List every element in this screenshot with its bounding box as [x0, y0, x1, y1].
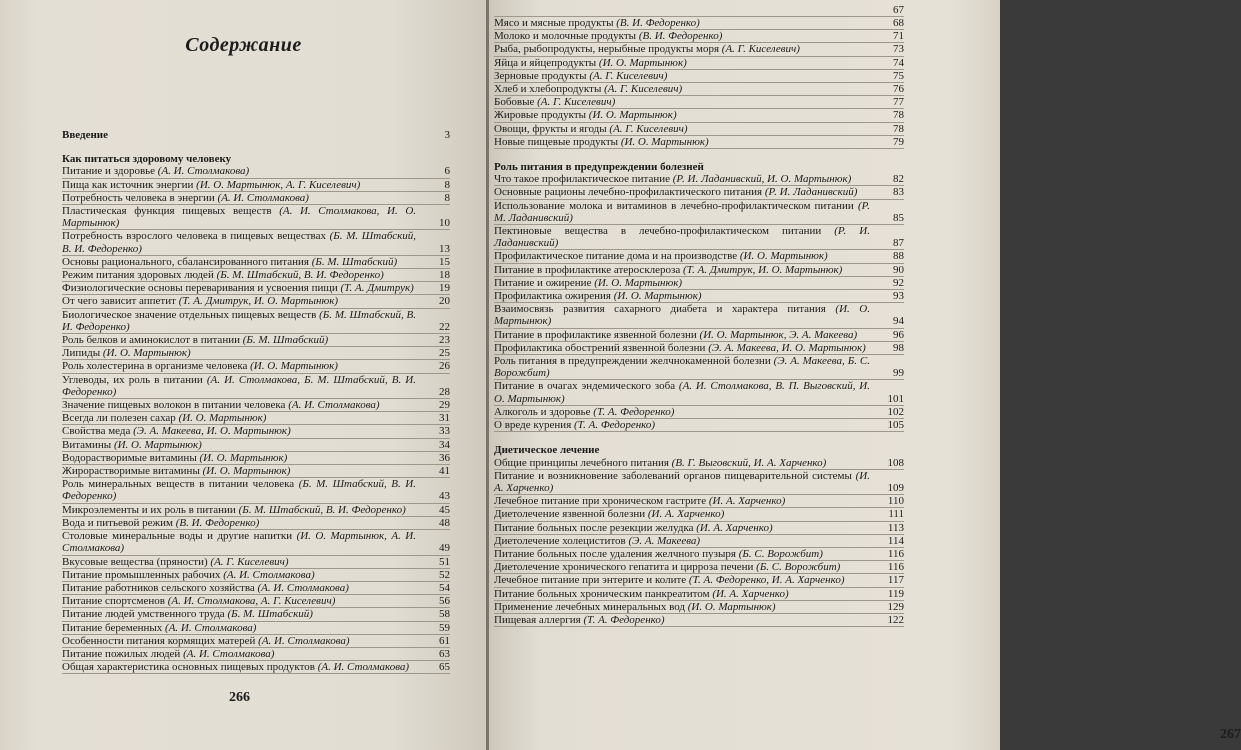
- section-heading-text: Введение: [62, 129, 109, 141]
- entry-author: (Э. А. Макеева, И. О. Мартынюк): [708, 341, 866, 354]
- toc-entry: [62, 309, 450, 334]
- entry-title: Питание людей умственного труда: [62, 608, 225, 621]
- entry-author: (И. О. Мартынюк): [598, 56, 687, 69]
- entry-title: Питание беременных: [62, 621, 163, 634]
- entry-page-number: 34: [439, 438, 450, 451]
- entry-author: (И. О. Мартынюк): [178, 412, 267, 425]
- entry-title: Витамины: [62, 438, 112, 451]
- entry-title: Общая характеристика основных пищевых продуктов: [62, 661, 315, 674]
- right-toc: [494, 3, 904, 627]
- entry-page-number: 75: [893, 69, 904, 82]
- toc-entry: [494, 43, 904, 56]
- entry-author: (Т. А. Дмитрук, И. О. Мартынюк): [178, 295, 339, 308]
- entry-author: (И. О. Мартынюк): [620, 135, 709, 148]
- page-number-left: 266: [229, 690, 250, 705]
- entry-author: (Б. М. Штабский): [311, 255, 398, 268]
- toc-entry: [494, 329, 904, 342]
- entry-page-number: 52: [439, 568, 450, 581]
- entry-title: Режим питания здоровых людей: [62, 269, 214, 282]
- entry-title: От чего зависит аппетит: [62, 295, 176, 308]
- entry-page-number: 10: [439, 217, 450, 230]
- toc-entry: [62, 192, 450, 205]
- entry-title: Лечебное питание при хроническом гастрите: [494, 495, 707, 508]
- toc-entry: [494, 535, 904, 548]
- section-gap: [62, 141, 450, 153]
- entry-title: Пищевая аллергия: [494, 613, 581, 626]
- entry-title: Питание спортсменов: [62, 595, 165, 608]
- toc-entry: [494, 495, 904, 508]
- entry-author: (А. Г. Киселевич): [589, 69, 668, 82]
- toc-entry: [494, 264, 904, 277]
- entry-title: Взаимосвязь развития сахарного диабета и характера питания: [494, 303, 826, 316]
- entry-author: (А. И. Столмакова): [165, 621, 257, 634]
- toc-entry: [62, 165, 450, 178]
- entry-title: Молоко и молочные продукты: [494, 30, 637, 43]
- toc-entry: [62, 334, 450, 347]
- entry-author: (И. О. Мартынюк): [199, 451, 288, 464]
- toc-entry: [494, 277, 904, 290]
- entry-author: (И. А. Харченко): [494, 469, 870, 494]
- entry-title: Потребность взрослого человека в пищевых веществах: [62, 230, 326, 243]
- entry-page-number: 78: [893, 122, 904, 135]
- entry-page-number: 63: [439, 647, 450, 660]
- entry-title: Алкоголь и здоровье: [494, 405, 591, 418]
- toc-entry: [62, 282, 450, 295]
- entry-title: Питание промышленных рабочих: [62, 568, 221, 581]
- toc-entry: [494, 250, 904, 263]
- entry-author: (И. А. Харченко): [647, 508, 725, 521]
- entry-page-number: 31: [439, 412, 450, 425]
- entry-author: (И. О. Мартынюк, Э. А. Макеева): [699, 328, 858, 341]
- entry-title: Микроэлементы и их роль в питании: [62, 503, 236, 516]
- toc-entry: [62, 230, 450, 255]
- toc-entry: [494, 200, 904, 225]
- entry-author: (Р. М. Ладанивский): [494, 199, 870, 224]
- entry-page-number: 101: [887, 392, 904, 405]
- entry-author: (А. Г. Киселевич): [210, 555, 289, 568]
- entry-page-number: 90: [893, 263, 904, 276]
- toc-entry: [494, 470, 904, 495]
- entry-author: (А. И. Столмакова): [157, 165, 250, 178]
- entry-title: Водорастворимые витамины: [62, 451, 197, 464]
- toc-entry: [62, 347, 450, 360]
- entry-author: (И. О. Мартынюк, А. И. Столмакова): [62, 530, 416, 555]
- entry-title: Пектиновые вещества в лечебно-профилактическом питании: [494, 225, 822, 238]
- entry-author: (В. И. Федоренко): [616, 17, 700, 29]
- entry-author: (Э. А. Макеева): [628, 534, 701, 547]
- toc-entry: [62, 530, 450, 555]
- entry-page-number: 98: [893, 341, 904, 354]
- entry-author: (И. О. Мартынюк): [687, 600, 776, 613]
- section-heading-text: Роль питания в предупреждении болезней: [494, 161, 704, 174]
- entry-author: (Р. И. Ладанивский): [764, 186, 858, 199]
- toc-entry: [494, 614, 904, 627]
- toc-entry: [494, 186, 904, 199]
- entry-author: (Б. М. Штабский, В. И. Федоренко): [62, 230, 416, 255]
- entry-page-number: 18: [439, 269, 450, 282]
- entry-page-number: 20: [439, 295, 450, 308]
- toc-entry: [62, 504, 450, 517]
- toc-entry: [62, 661, 450, 674]
- toc-entry: [62, 256, 450, 269]
- entry-author: (Б. М. Штабский, В. И. Федоренко): [216, 269, 384, 282]
- entry-title: Питание пожилых людей: [62, 647, 181, 660]
- entry-author: (Т. А. Федоренко): [574, 419, 656, 432]
- entry-page-number: 77: [893, 96, 904, 109]
- toc-entry: [494, 588, 904, 601]
- entry-page-number: 15: [439, 255, 450, 268]
- entry-author: (В. Г. Выговский, И. А. Харченко): [671, 456, 827, 469]
- toc-entry: [494, 561, 904, 574]
- entry-author: (Б. М. Штабский): [227, 608, 313, 621]
- entry-page-number: 83: [893, 186, 904, 199]
- page-number-right: 267: [1220, 727, 1241, 742]
- entry-title: Роль минеральных веществ в питании человека: [62, 478, 295, 491]
- entry-page-number: 116: [887, 547, 904, 560]
- entry-author: (Т. А. Дмитрук): [340, 282, 414, 295]
- entry-title: Липиды: [62, 347, 101, 360]
- toc-entry: [494, 123, 904, 136]
- entry-page-number: 74: [893, 56, 904, 69]
- entry-author: (А. Г. Киселевич): [609, 122, 688, 135]
- entry-author: (Т. А. Дмитрук, И. О. Мартынюк): [683, 263, 843, 276]
- section-heading: [62, 129, 450, 141]
- toc-entry: [62, 295, 450, 308]
- toc-entry: [62, 360, 450, 373]
- entry-author: (И. А. Харченко): [712, 587, 789, 600]
- entry-title: Вкусовые вещества (пряности): [62, 555, 208, 568]
- entry-page-number: 113: [887, 521, 904, 534]
- toc-entry: [494, 136, 904, 149]
- entry-author: (Б. С. Ворожбит): [756, 561, 841, 574]
- entry-page-number: 78: [893, 109, 904, 122]
- entry-title: Новые пищевые продукты: [494, 135, 619, 148]
- entry-page-number: 76: [893, 83, 904, 96]
- entry-title: Питание в очагах эндемического зоба: [494, 380, 676, 393]
- entry-author: (И. О. Мартынюк): [739, 250, 828, 263]
- entry-author: (И. О. Мартынюк): [588, 109, 677, 122]
- entry-page-number: 93: [893, 290, 904, 303]
- entry-title: Питание и возникновение заболеваний органов пищеварительной системы: [494, 469, 852, 482]
- entry-title: Вода и питьевой режим: [62, 516, 173, 529]
- toc-entry: [62, 439, 450, 452]
- entry-title: Овощи, фрукты и ягоды: [494, 122, 607, 135]
- section-heading: [494, 444, 904, 456]
- entry-author: (Т. А. Федоренко): [583, 613, 665, 626]
- entry-page-number: 99: [893, 367, 904, 380]
- entry-title: Диетолечение холециститов: [494, 534, 626, 547]
- entry-author: (И. О. Мартынюк): [202, 465, 291, 478]
- entry-author: (Т. А. Федоренко, И. А. Харченко): [688, 574, 845, 587]
- toc-entry: [62, 582, 450, 595]
- toc-entry: [62, 425, 450, 438]
- entry-page-number: 65: [439, 661, 450, 674]
- toc-entry: [62, 569, 450, 582]
- entry-author: (А. И. Столмакова): [183, 647, 275, 660]
- toc-entry: [62, 517, 450, 530]
- entry-author: (А. И. Столмакова): [258, 634, 350, 647]
- entry-author: (А. И. Столмакова, В. П. Выговский, И. О. Мартынюк): [494, 380, 870, 405]
- toc-entry: [494, 173, 904, 186]
- toc-entry: [494, 419, 904, 432]
- entry-title: Профилактическое питание дома и на производстве: [494, 250, 738, 263]
- entry-page-number: 26: [439, 360, 450, 373]
- entry-author: (В. И. Федоренко): [175, 516, 260, 529]
- entry-page-number: 48: [439, 516, 450, 529]
- section-heading-text: Как питаться здоровому человеку: [62, 153, 232, 166]
- entry-page-number: 22: [439, 320, 450, 333]
- toc-entry: [494, 17, 904, 30]
- entry-title: Профилактика ожирения: [494, 290, 611, 303]
- entry-title: Пища как источник энергии: [62, 178, 194, 191]
- entry-author: (А. И. Столмакова, И. О. Мартынюк): [62, 205, 417, 230]
- toc-entry: [494, 522, 904, 535]
- toc-entry: [62, 622, 450, 635]
- entry-title: Использование молока и витаминов в лечебно-профилактическом питании: [494, 199, 854, 212]
- entry-author: (И. О. Мартынюк, А. Г. Киселевич): [196, 178, 361, 191]
- toc-entry: [494, 355, 904, 380]
- entry-title: Свойства меда: [62, 425, 131, 438]
- toc-entry: [62, 205, 450, 230]
- entry-page-number: 105: [887, 419, 904, 432]
- entry-page-number: 58: [439, 608, 450, 621]
- toc-entry: [62, 399, 450, 412]
- entry-page-number: 25: [439, 347, 450, 360]
- entry-page-number: 111: [888, 508, 904, 521]
- entry-page-number: 59: [439, 621, 450, 634]
- entry-author: (И. О. Мартынюк): [113, 438, 202, 451]
- entry-page-number: 114: [887, 534, 904, 547]
- entry-title: Мясо и мясные продукты: [494, 17, 614, 29]
- entry-title: Столовые минеральные воды и другие напитки: [62, 530, 293, 543]
- left-page: [0, 0, 487, 750]
- entry-page-number: 41: [439, 465, 450, 478]
- entry-author: (А. Г. Киселевич): [721, 43, 800, 56]
- left-toc: [62, 129, 450, 674]
- entry-page-number: 119: [887, 587, 904, 600]
- toc-entry: [62, 452, 450, 465]
- entry-page-number: 28: [439, 385, 450, 398]
- entry-page-number: 6: [444, 165, 450, 178]
- entry-title: Жирорастворимые витамины: [62, 465, 200, 478]
- section-gap: [494, 432, 904, 444]
- toc-entry: [494, 601, 904, 614]
- entry-page-number: 49: [439, 542, 450, 555]
- entry-author: (А. И. Столмакова): [317, 661, 410, 674]
- entry-title: Значение пищевых волокон в питании человека: [62, 399, 286, 412]
- toc-entry: [494, 548, 904, 561]
- entry-title: Рыба, рыбопродукты, нерыбные продукты моря: [494, 43, 720, 56]
- entry-page-number: 88: [893, 250, 904, 263]
- entry-author: (А. И. Столмакова): [288, 399, 380, 412]
- entry-title: Питание работников сельского хозяйства: [62, 581, 255, 594]
- entry-page-number: 87: [893, 237, 904, 250]
- entry-page-number: 122: [887, 613, 904, 626]
- entry-page-number: 71: [893, 30, 904, 43]
- entry-author: (И. А. Харченко): [696, 521, 773, 534]
- entry-title: Основы рационального, сбалансированного питания: [62, 255, 309, 268]
- toc-entry: [494, 380, 904, 405]
- toc-entry: [494, 96, 904, 109]
- toc-entry: [62, 478, 450, 503]
- entry-title: Питание в профилактике язвенной болезни: [494, 328, 697, 341]
- entry-page-number: 61: [439, 634, 450, 647]
- entry-author: (Б. М. Штабский, В. И. Федоренко): [238, 503, 406, 516]
- toc-entry: [494, 290, 904, 303]
- entry-page-number: 79: [893, 135, 904, 148]
- entry-title: Зерновые продукты: [494, 69, 587, 82]
- entry-page-number: 96: [893, 328, 904, 341]
- entry-title: Питание больных хроническим панкреатитом: [494, 587, 710, 600]
- entry-title: Питание больных после резекции желудка: [494, 521, 694, 534]
- entry-title: Роль белков и аминокислот в питании: [62, 334, 240, 347]
- entry-page-number: 33: [439, 425, 450, 438]
- entry-author: (Р. И. Ладанивский, И. О. Мартынюк): [672, 173, 852, 186]
- entry-title: О вреде курения: [494, 419, 572, 432]
- toc-entry: [494, 342, 904, 355]
- entry-title: Роль холестерина в организме человека: [62, 360, 248, 373]
- entry-author: (Э. А. Макеева, И. О. Мартынюк): [133, 425, 291, 438]
- entry-title: Питание и ожирение: [494, 276, 592, 289]
- entry-page-number: 73: [893, 43, 904, 56]
- entry-page-number: 29: [439, 399, 450, 412]
- entry-page-number: 56: [439, 595, 450, 608]
- entry-title: Питание в профилактике атеросклероза: [494, 263, 681, 276]
- toc-entry: [494, 457, 904, 470]
- toc-entry: [62, 635, 450, 648]
- toc-entry: [494, 30, 904, 43]
- entry-title: Применение лечебных минеральных вод: [494, 600, 686, 613]
- toc-entry: [494, 303, 904, 328]
- toc-entry: [62, 465, 450, 478]
- entry-title: Биологическое значение отдельных пищевых веществ: [62, 308, 317, 321]
- entry-author: (А. Г. Киселевич): [604, 83, 683, 96]
- section-heading: [494, 161, 904, 173]
- entry-page-number: 116: [887, 561, 904, 574]
- entry-title: Особенности питания кормящих матерей: [62, 634, 256, 647]
- entry-author: (И. О. Мартынюк): [250, 360, 338, 373]
- toc-entry: [62, 412, 450, 425]
- entry-author: (В. И. Федоренко): [638, 30, 723, 43]
- toc-entry: [494, 83, 904, 96]
- entry-title: Профилактика обострений язвенной болезни: [494, 341, 706, 354]
- toc-entry: [494, 109, 904, 122]
- entry-author: (И. О. Мартынюк): [594, 276, 683, 289]
- toc-entry: [62, 269, 450, 282]
- entry-author: (И. О. Мартынюк): [494, 303, 870, 328]
- entry-page-number: 92: [893, 276, 904, 289]
- entry-author: (А. Г. Киселевич): [537, 96, 616, 109]
- toc-entry: [494, 406, 904, 419]
- toc-title: Содержание: [185, 34, 302, 56]
- entry-page-number: 85: [893, 211, 904, 224]
- entry-title: Питание и здоровье: [62, 165, 156, 178]
- toc-entry: [62, 608, 450, 621]
- entry-page-number: 67: [893, 3, 904, 16]
- section-heading-text: Диетическое лечение: [494, 444, 600, 457]
- entry-page-number: 36: [439, 451, 450, 464]
- toc-entry: [62, 179, 450, 192]
- entry-page-number: 102: [887, 405, 904, 418]
- entry-title: Питание больных после удаления желчного пузыря: [494, 547, 736, 560]
- entry-title: Диетолечение хронического гепатита и цирроза печени: [494, 561, 754, 574]
- entry-page-number: 108: [887, 456, 904, 469]
- entry-page-number: 117: [887, 574, 904, 587]
- entry-title: Хлеб и хлебопродукты: [494, 83, 602, 96]
- entry-author: (А. И. Столмакова): [223, 568, 315, 581]
- entry-page-number: 13: [439, 242, 450, 255]
- entry-title: Бобовые: [494, 96, 535, 109]
- entry-author: (И. О. Мартынюк): [613, 290, 702, 303]
- entry-title: Роль питания в предупреждении желчнокаменной болезни: [494, 355, 771, 368]
- entry-author: (Б. С. Ворожбит): [738, 547, 823, 560]
- toc-entry: [494, 57, 904, 70]
- entry-author: (Э. А. Макеева, Б. С. Ворожбит): [494, 355, 870, 380]
- toc-entry: [62, 648, 450, 661]
- entry-title: Углеводы, их роль в питании: [62, 373, 203, 386]
- entry-page-number: 23: [439, 334, 450, 347]
- entry-page-number: 8: [444, 191, 450, 204]
- entry-page-number: 94: [893, 315, 904, 328]
- section-page-number: 3: [444, 129, 450, 141]
- entry-page-number: 82: [893, 173, 904, 186]
- entry-page-number: 109: [887, 481, 904, 494]
- entry-author: (Б. М. Штабский): [242, 334, 329, 347]
- entry-author: (А. И. Столмакова): [257, 581, 349, 594]
- entry-author: (А. И. Столмакова, Б. М. Штабский, В. И. Федоренко): [62, 373, 416, 398]
- entry-author: (Р. И. Ладанивский): [494, 225, 870, 250]
- toc-entry: [62, 374, 450, 399]
- entry-title: Диетолечение язвенной болезни: [494, 508, 646, 521]
- section-heading: [62, 153, 450, 165]
- entry-page-number: 45: [439, 503, 450, 516]
- toc-entry: [62, 556, 450, 569]
- entry-page-number: 43: [439, 490, 450, 503]
- entry-title: Лечебное питание при энтерите и колите: [494, 574, 687, 587]
- entry-page-number: 19: [439, 282, 450, 295]
- entry-author: (А. И. Столмакова): [217, 191, 309, 204]
- entry-title: Пластическая функция пищевых веществ: [62, 205, 272, 218]
- toc-entry: [494, 225, 904, 250]
- entry-page-number: 110: [887, 495, 904, 508]
- toc-entry: [494, 574, 904, 587]
- entry-title: Физиологические основы переваривания и усвоения пищи: [62, 282, 338, 295]
- entry-title: Основные рационы лечебно-профилактического питания: [494, 186, 763, 199]
- entry-author: (И. А. Харченко): [708, 495, 786, 508]
- toc-entry: [494, 70, 904, 83]
- entry-page-number: 68: [893, 17, 904, 29]
- section-gap: [494, 149, 904, 161]
- toc-entry: [62, 595, 450, 608]
- entry-title: Всегда ли полезен сахар: [62, 412, 176, 425]
- entry-title: Жировые продукты: [494, 109, 587, 122]
- entry-page-number: 51: [439, 555, 450, 568]
- entry-page-number: 54: [439, 581, 450, 594]
- entry-title: Что такое профилактическое питание: [494, 173, 670, 186]
- entry-author: (Т. А. Федоренко): [593, 405, 675, 418]
- entry-title: Потребность человека в энергии: [62, 191, 215, 204]
- entry-author: (Б. М. Штабский, В. И. Федоренко): [62, 478, 416, 503]
- entry-author: (И. О. Мартынюк): [102, 347, 191, 360]
- toc-entry: [494, 508, 904, 521]
- entry-page-number: 129: [887, 600, 904, 613]
- entry-page-number: 8: [444, 178, 450, 191]
- entry-author: (А. И. Столмакова, А. Г. Киселевич): [167, 595, 336, 608]
- entry-title: Общие принципы лечебного питания: [494, 456, 669, 469]
- entry-title: Яйца и яйцепродукты: [494, 56, 597, 69]
- entry-author: (Б. М. Штабский, В. И. Федоренко): [62, 308, 417, 333]
